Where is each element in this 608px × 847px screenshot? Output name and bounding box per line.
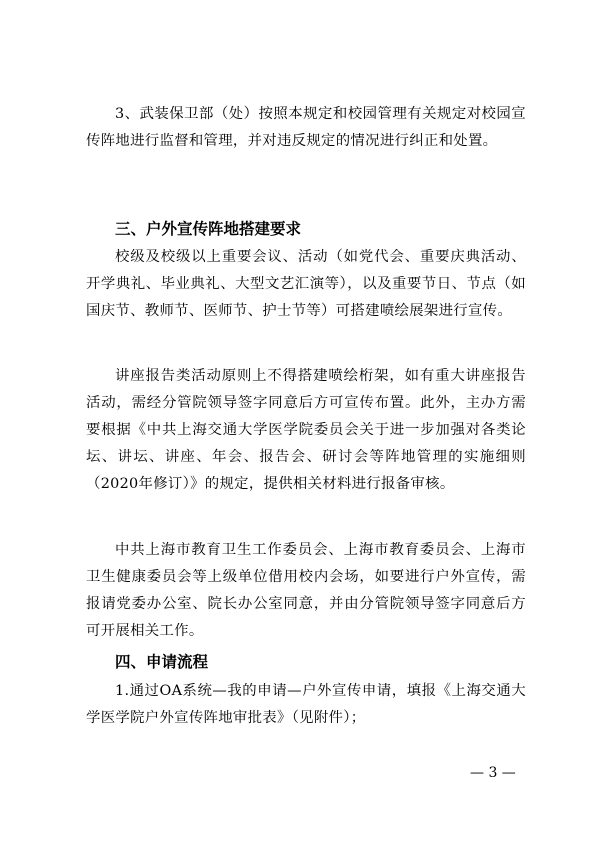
paragraph-oa-application: 1.通过OA系统—我的申请—户外宣传申请，填报《上海交通大学医学院户外宣传阵地审批表》（见附件）； (86, 683, 526, 726)
paragraph-superior-units: 中共上海市教育卫生工作委员会、上海市教育委员会、上海市卫生健康委员会等上级单位借用校内会场，如要进行户外宣传，需报请党委办公室、院长办公室同意，并由分管院领导签字同意后方可开展相关工作。 (86, 542, 526, 639)
section-heading-4: 四、申请流程 (115, 653, 209, 671)
paragraph-lecture-activities: 讲座报告类活动原则上不得搭建喷绘桁架，如有重大讲座报告活动，需经分管院领导签字同意后方可宣传布置。此外，主办方需要根据《中共上海交通大学医学院委员会关于进一步加强对各类论坛、讲坛、讲座、年会、报告会、研讨会等阵地管理的实施细则（2020年修订）》的规定，提供相关材料进行报备审核。 (86, 368, 526, 492)
paragraph-major-events: 校级及校级以上重要会议、活动（如党代会、重要庆典活动、开学典礼、毕业典礼、大型文艺汇演等），以及重要节日、节点（如国庆节、教师节、医师节、护士节等）可搭建喷绘展架进行宣传。 (86, 249, 526, 319)
page-number: — 3 — (470, 765, 516, 781)
section-heading-3: 三、户外宣传阵地搭建要求 (115, 220, 302, 238)
paragraph-security-supervision: 3、武装保卫部（处）按照本规定和校园管理有关规定对校园宣传阵地进行监督和管理，并对违反规定的情况进行纠正和处置。 (86, 106, 526, 149)
